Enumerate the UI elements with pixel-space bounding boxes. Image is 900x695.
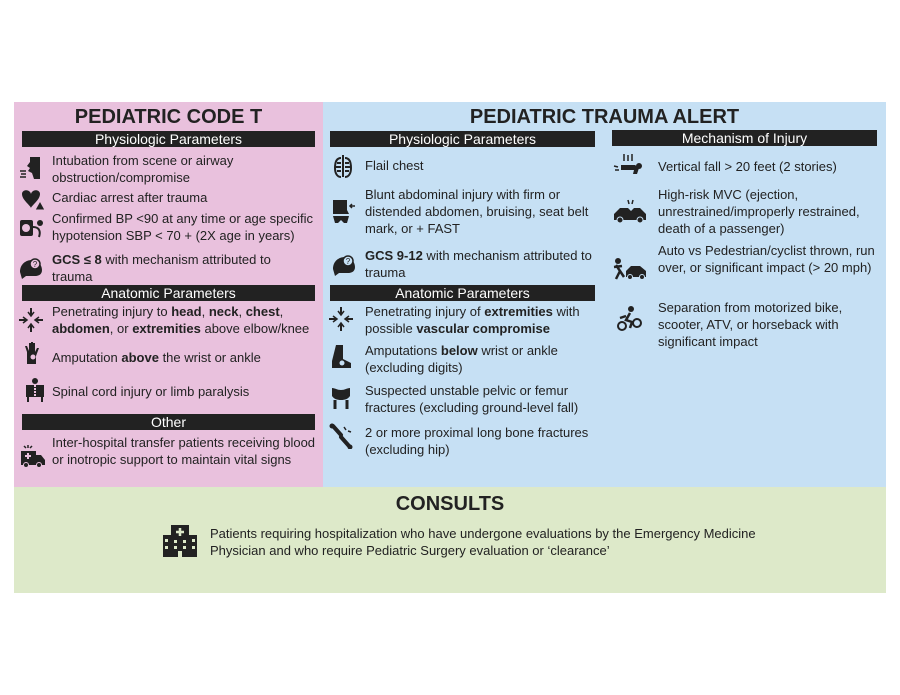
code-t-amputation: Amputation above the wrist or ankle [52, 350, 261, 365]
code-t-intubation: Intubation from scene or airway obstruction/compromise [52, 153, 234, 185]
code-t-penetrating: Penetrating injury to head, neck, chest, abdomen, or extremities above elbow/knee [52, 304, 310, 336]
trauma-alert-penetrating: Penetrating injury of extremities with possible vascular compromise [365, 304, 580, 336]
trauma-alert-blunt-abdominal: Blunt abdominal injury with firm or distended abdomen, bruising, seat belt mark, or + FAST [365, 187, 589, 236]
pedestrian-struck-icon [612, 255, 648, 281]
code-t-hypotension: Confirmed BP <90 at any time or age specific hypotension SBP < 70 + (2X age in years) [52, 211, 313, 243]
consults-title: CONSULTS [395, 493, 505, 515]
trauma-alert-pelvic: Suspected unstable pelvic or femur fractures (excluding ground-level fall) [365, 383, 579, 415]
rib-cage-icon [330, 153, 356, 179]
svg-text:?: ? [32, 260, 38, 269]
mechanism-auto-vs-pedestrian: Auto vs Pedestrian/cyclist thrown, run over, or significant impact (> 20 mph) [658, 243, 875, 275]
code-t-title: PEDIATRIC CODE T [74, 106, 263, 128]
trauma-alert-flail-chest: Flail chest [365, 158, 424, 173]
hospital-icon [162, 521, 198, 557]
cardiac-arrest-icon [18, 186, 44, 212]
code-t-other-header: Other [22, 414, 315, 430]
mechanism-motorbike-separation: Separation from motorized bike, scooter, ATV, or horseback with significant impact [658, 300, 843, 349]
svg-text:?: ? [345, 257, 351, 266]
foot-amputation-icon [328, 343, 354, 369]
blood-pressure-icon [18, 215, 44, 241]
trauma-alert-mechanism-header: Mechanism of Injury [612, 130, 877, 146]
ambulance-icon [20, 443, 46, 469]
head-injury-icon [18, 254, 44, 280]
code-t-gcs: GCS ≤ 8 with mechanism attributed to trauma [52, 252, 271, 284]
code-t-cardiac-arrest: Cardiac arrest after trauma [52, 190, 208, 205]
trauma-alert-anatomic-header: Anatomic Parameters [330, 285, 595, 301]
motorbike-separation-icon [616, 305, 642, 331]
trauma-alert-amputation: Amputations below wrist or ankle (excluding digits) [365, 343, 558, 375]
trauma-alert-physiologic-header: Physiologic Parameters [330, 131, 595, 147]
airway-icon [18, 155, 44, 181]
hand-amputation-icon [20, 340, 46, 366]
head-injury-icon [331, 251, 357, 277]
broken-bone-icon [328, 423, 354, 449]
code-t-physiologic-header: Physiologic Parameters [22, 131, 315, 147]
penetrating-injury-icon [18, 307, 44, 333]
mechanism-high-risk-mvc: High-risk MVC (ejection, unrestrained/improperly restrained, death of a passenger) [658, 187, 860, 236]
vertical-fall-icon [612, 153, 646, 179]
code-t-transfer: Inter-hospital transfer patients receiving blood or inotropic support to maintain vital signs [52, 435, 316, 467]
mechanism-vertical-fall: Vertical fall > 20 feet (2 stories) [658, 159, 837, 174]
trauma-alert-title: PEDIATRIC TRAUMA ALERT [469, 106, 740, 128]
code-t-anatomic-header: Anatomic Parameters [22, 285, 315, 301]
car-crash-icon [612, 198, 648, 224]
pelvis-icon [328, 384, 354, 410]
trauma-alert-gcs: GCS 9-12 with mechanism attributed to trauma [365, 248, 592, 280]
penetrating-injury-icon [328, 306, 354, 332]
trauma-alert-long-bone: 2 or more proximal long bone fractures (excluding hip) [365, 425, 589, 457]
code-t-spinal: Spinal cord injury or limb paralysis [52, 384, 250, 399]
spinal-cord-icon [22, 377, 48, 403]
abdomen-icon [330, 198, 356, 224]
consults-text: Patients requiring hospitalization who have undergone evaluations by the Emergency Medicine Physician and who require Pediatric Surgery evaluation or ‘clearance’ [210, 526, 756, 558]
